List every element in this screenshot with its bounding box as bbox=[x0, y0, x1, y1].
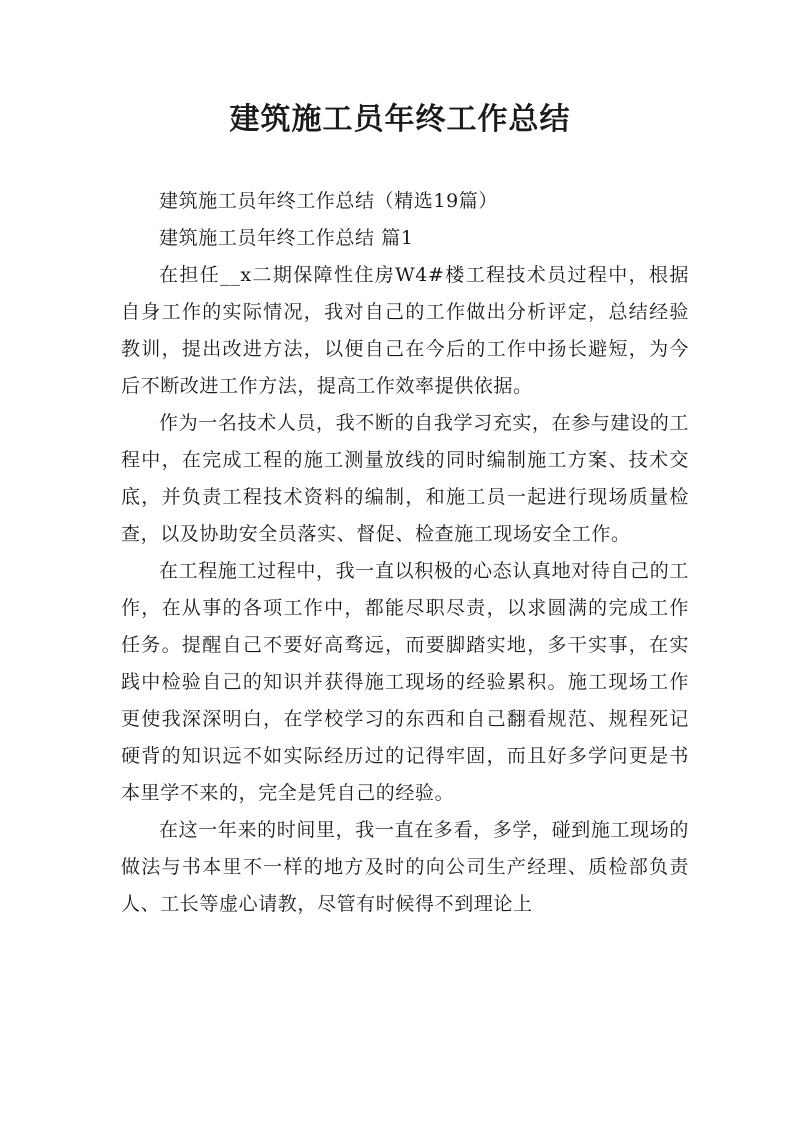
body-paragraph: 在担任__x二期保障性住房W4#楼工程技术员过程中，根据自身工作的实际情况，我对自己的工作做出分析评定，总结经验教训，提出改进方法，以便自己在今后的工作中扬长避短，为今后不断改进工作方法，提高工作效率提供依据。 bbox=[121, 264, 689, 397]
body-paragraph: 在这一年来的时间里，我一直在多看，多学，碰到施工现场的做法与书本里不一样的地方及时的向公司生产经理、质检部负责人、工长等虚心请教，尽管有时候得不到理论上 bbox=[121, 819, 689, 915]
section-heading: 建筑施工员年终工作总结 篇1 bbox=[159, 227, 414, 249]
document-title: 建筑施工员年终工作总结 bbox=[229, 102, 571, 137]
body-paragraph: 作为一名技术人员，我不断的自我学习充实，在参与建设的工程中，在完成工程的施工测量放线的同时编制施工方案、技术交底，并负责工程技术资料的编制，和施工员一起进行现场质量检查，以及协助安全员落实、督促、检查施工现场安全工作。 bbox=[121, 412, 689, 545]
subtitle-paragraph: 建筑施工员年终工作总结（精选19篇） bbox=[159, 190, 498, 212]
body-paragraph: 在工程施工过程中，我一直以积极的心态认真地对待自己的工作，在从事的各项工作中，都能尽职尽责，以求圆满的完成工作任务。提醒自己不要好高骛远，而要脚踏实地，多干实事，在实践中检验自己的知识并获得施工现场的经验累积。施工现场工作更使我深深明白，在学校学习的东西和自己翻看规范、规程死记硬背的知识远不如实际经历过的记得牢固，而且好多学问更是书本里学不来的，完全是凭自己的经验。 bbox=[121, 560, 689, 804]
document-body bbox=[121, 183, 689, 923]
